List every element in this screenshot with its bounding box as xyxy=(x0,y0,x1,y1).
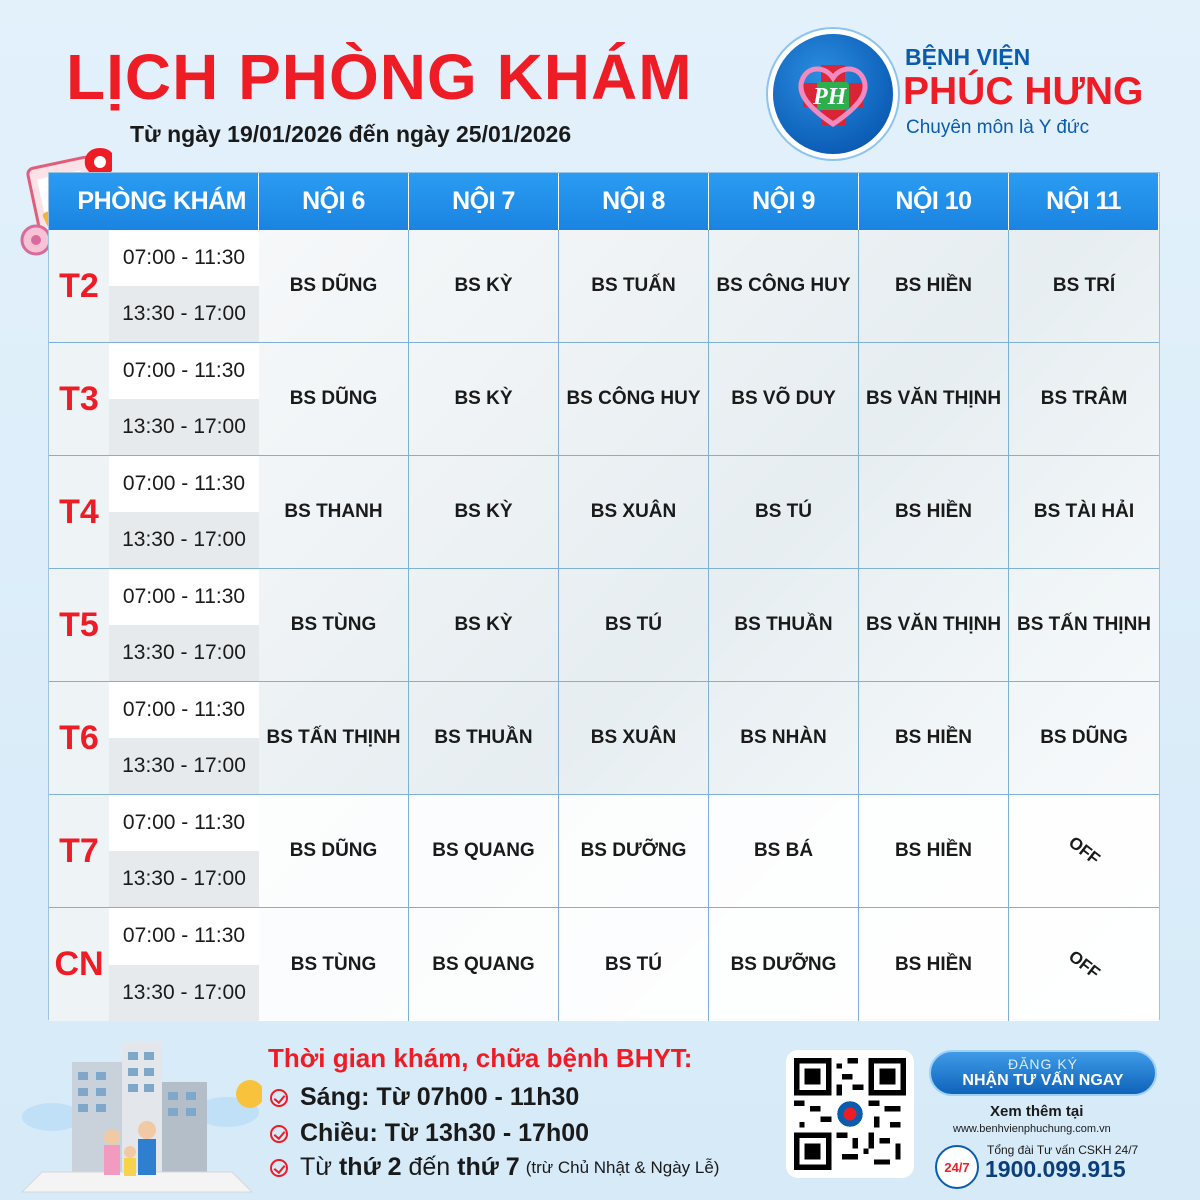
doctor-cell xyxy=(709,456,859,568)
check-circle-icon xyxy=(270,1125,288,1143)
morning-slot: 07:00 - 11:30 xyxy=(109,908,259,965)
morning-slot: 07:00 - 11:30 xyxy=(109,569,259,625)
check-circle-icon xyxy=(270,1159,288,1177)
doctor-name: BS TUẤN xyxy=(591,275,676,296)
day-label: T2 xyxy=(49,230,109,342)
doctor-name: BS DƯỠNG xyxy=(730,953,837,975)
doctor-name: BS TẤN THỊNH xyxy=(1016,614,1152,635)
off-cell xyxy=(1009,908,1159,1021)
day-label: T4 xyxy=(49,456,109,568)
doctor-name: BS VĂN THỊNH xyxy=(865,614,1002,635)
doctor-cell xyxy=(709,343,859,455)
doctor-cell xyxy=(409,569,559,681)
afternoon-slot: 13:30 - 17:00 xyxy=(109,965,259,1022)
doctor-cell xyxy=(259,795,409,907)
day-cell xyxy=(49,456,259,568)
doctor-name: BS DŨNG xyxy=(289,840,378,861)
hospital-family-illustration xyxy=(12,1022,262,1197)
doctor-cell xyxy=(709,569,859,681)
doctor-name: BS TÚ xyxy=(755,501,812,522)
table-row xyxy=(49,343,1159,456)
afternoon-slot: 13:30 - 17:00 xyxy=(109,625,259,681)
doctor-cell xyxy=(559,795,709,907)
bhyt-title: Thời gian khám, chữa bệnh BHYT: xyxy=(268,1043,693,1073)
doctor-cell xyxy=(259,908,409,1021)
bhyt-days-from: thứ 2 xyxy=(338,1153,402,1181)
hotline-number[interactable]: 1900.099.915 xyxy=(985,1156,1126,1182)
doctor-name: BS TÀI HẢI xyxy=(1033,501,1135,522)
morning-slot: 07:00 - 11:30 xyxy=(109,343,259,399)
doctor-cell xyxy=(259,343,409,455)
doctor-cell xyxy=(1009,456,1159,568)
day-label: T5 xyxy=(49,569,109,681)
doctor-cell xyxy=(409,795,559,907)
doctor-cell xyxy=(859,569,1009,681)
doctor-name: BS DŨNG xyxy=(289,388,378,409)
doctor-name: OFF xyxy=(1065,946,1104,983)
afternoon-slot: 13:30 - 17:00 xyxy=(109,399,259,455)
room-header: NỘI 11 xyxy=(1009,173,1159,230)
doctor-cell xyxy=(559,456,709,568)
doctor-name: BS VÕ DUY xyxy=(731,388,836,409)
doctor-name: BS KỲ xyxy=(454,275,513,296)
doctor-name: BS TÚ xyxy=(605,953,662,975)
day-cell xyxy=(49,569,259,681)
doctor-name: BS DŨNG xyxy=(289,275,378,296)
doctor-cell xyxy=(1009,682,1159,794)
day-cell xyxy=(49,343,259,455)
doctor-name: BS DƯỠNG xyxy=(580,840,687,861)
afternoon-slot: 13:30 - 17:00 xyxy=(109,286,259,342)
doctor-name: BS HIỀN xyxy=(894,840,973,861)
hospital-logo xyxy=(773,34,893,154)
table-row xyxy=(49,230,1159,343)
register-line-2: NHẬN TƯ VẤN NGAY xyxy=(962,1072,1124,1089)
doctor-name: BS TÚ xyxy=(605,614,662,635)
doctor-cell xyxy=(859,343,1009,455)
bhyt-afternoon xyxy=(270,1119,589,1148)
doctor-cell xyxy=(409,682,559,794)
hotline-24-7-icon: 24/7 xyxy=(935,1145,979,1189)
doctor-cell xyxy=(1009,569,1159,681)
day-label: T6 xyxy=(49,682,109,794)
doctor-name: BS TÙNG xyxy=(290,614,377,635)
room-header: NỘI 8 xyxy=(559,173,709,230)
doctor-name: BS NHÀN xyxy=(740,727,827,748)
bhyt-afternoon-text: Chiều: Từ 13h30 - 17h00 xyxy=(300,1119,590,1147)
day-cell xyxy=(49,682,259,794)
bhyt-morning xyxy=(270,1083,579,1112)
room-header: NỘI 7 xyxy=(409,173,559,230)
table-row xyxy=(49,456,1159,569)
doctor-name: BS TẤN THỊNH xyxy=(266,727,401,748)
doctor-cell xyxy=(709,908,859,1021)
room-header: NỘI 10 xyxy=(859,173,1009,230)
corner-header: PHÒNG KHÁM xyxy=(49,173,259,230)
check-circle-icon xyxy=(270,1089,288,1107)
doctor-cell xyxy=(859,682,1009,794)
table-row xyxy=(49,795,1159,908)
doctor-name: BS DŨNG xyxy=(1040,727,1128,748)
doctor-cell xyxy=(559,682,709,794)
logo-tagline: Chuyên môn là Y đức xyxy=(906,117,1090,138)
doctor-cell xyxy=(709,230,859,342)
room-header: NỘI 6 xyxy=(259,173,409,230)
doctor-cell xyxy=(1009,343,1159,455)
doctor-cell xyxy=(409,456,559,568)
day-cell xyxy=(49,230,259,342)
bhyt-morning-text: Sáng: Từ 07h00 - 11h30 xyxy=(300,1083,580,1111)
morning-slot: 07:00 - 11:30 xyxy=(109,456,259,512)
doctor-cell xyxy=(859,456,1009,568)
room-header: NỘI 9 xyxy=(709,173,859,230)
bhyt-days-note: (trừ Chủ Nhật & Ngày Lễ) xyxy=(525,1157,720,1177)
hotline-caption: Tổng đài Tư vấn CSKH 24/7 xyxy=(987,1143,1139,1157)
bhyt-days-prefix: Từ xyxy=(300,1153,333,1181)
doctor-cell xyxy=(559,908,709,1021)
doctor-name: BS TRÂM xyxy=(1040,388,1128,409)
morning-slot: 07:00 - 11:30 xyxy=(109,795,259,851)
doctor-name: BS QUANG xyxy=(432,840,535,861)
register-consult-button[interactable] xyxy=(929,1050,1157,1096)
qr-code-icon xyxy=(794,1058,906,1170)
logo-line-2: PHÚC HƯNG xyxy=(903,70,1144,113)
doctor-cell xyxy=(409,908,559,1021)
morning-slot: 07:00 - 11:30 xyxy=(109,230,259,286)
table-row xyxy=(49,569,1159,682)
off-cell xyxy=(1009,795,1159,907)
page-title: LỊCH PHÒNG KHÁM xyxy=(66,41,693,113)
doctor-name: BS KỲ xyxy=(454,501,513,522)
doctor-name: BS THUẦN xyxy=(434,727,533,748)
doctor-name: BS VĂN THỊNH xyxy=(865,388,1002,409)
bhyt-days-mid: đến xyxy=(408,1153,451,1181)
doctor-cell xyxy=(259,230,409,342)
see-more-label: Xem thêm tại xyxy=(990,1103,1084,1120)
doctor-name: BS QUANG xyxy=(432,953,535,975)
doctor-name: BS HIỀN xyxy=(894,727,973,748)
morning-slot: 07:00 - 11:30 xyxy=(109,682,259,738)
table-row xyxy=(49,908,1159,1021)
date-range: Từ ngày 19/01/2026 đến ngày 25/01/2026 xyxy=(130,121,572,147)
table-row xyxy=(49,682,1159,795)
doctor-cell xyxy=(409,230,559,342)
afternoon-slot: 13:30 - 17:00 xyxy=(109,738,259,794)
doctor-cell xyxy=(559,569,709,681)
logo-monogram: PH xyxy=(813,84,847,110)
doctor-cell xyxy=(859,230,1009,342)
doctor-cell xyxy=(259,569,409,681)
afternoon-slot: 13:30 - 17:00 xyxy=(109,512,259,568)
doctor-cell xyxy=(709,795,859,907)
bhyt-days-to: thứ 7 xyxy=(457,1153,520,1181)
doctor-name: BS KỲ xyxy=(454,614,513,635)
doctor-name: BS CÔNG HUY xyxy=(566,388,701,409)
table-header-row xyxy=(49,173,1159,230)
doctor-name: BS XUÂN xyxy=(590,501,677,522)
day-cell xyxy=(49,908,259,1021)
doctor-name: BS CÔNG HUY xyxy=(716,275,851,296)
doctor-cell xyxy=(559,343,709,455)
doctor-name: BS KỲ xyxy=(454,388,513,409)
doctor-name: BS HIỀN xyxy=(894,275,973,296)
doctor-cell xyxy=(259,456,409,568)
bhyt-days xyxy=(270,1153,719,1182)
doctor-cell xyxy=(859,795,1009,907)
schedule-table xyxy=(48,172,1160,1020)
website-link[interactable]: www.benhvienphuchung.com.vn xyxy=(953,1123,1111,1135)
qr-code[interactable] xyxy=(786,1050,914,1178)
doctor-name: OFF xyxy=(1065,832,1104,869)
doctor-cell xyxy=(709,682,859,794)
doctor-name: BS XUÂN xyxy=(590,727,677,748)
afternoon-slot: 13:30 - 17:00 xyxy=(109,851,259,907)
doctor-cell xyxy=(409,343,559,455)
day-label: CN xyxy=(49,908,109,1021)
doctor-name: BS HIỀN xyxy=(894,953,973,975)
day-cell xyxy=(49,795,259,907)
register-line-1: ĐĂNG KÝ xyxy=(1007,1056,1078,1072)
logo-line-1: BỆNH VIỆN xyxy=(905,44,1031,70)
doctor-name: BS TÙNG xyxy=(290,953,377,975)
day-label: T3 xyxy=(49,343,109,455)
table-body xyxy=(49,230,1159,1021)
doctor-cell xyxy=(859,908,1009,1021)
doctor-cell xyxy=(1009,230,1159,342)
doctor-name: BS TRÍ xyxy=(1052,275,1116,296)
day-label: T7 xyxy=(49,795,109,907)
doctor-name: BS THUẦN xyxy=(734,614,833,635)
doctor-cell xyxy=(559,230,709,342)
doctor-name: BS HIỀN xyxy=(894,501,973,522)
doctor-cell xyxy=(259,682,409,794)
doctor-name: BS BÁ xyxy=(753,840,814,861)
doctor-name: BS THANH xyxy=(284,501,383,522)
